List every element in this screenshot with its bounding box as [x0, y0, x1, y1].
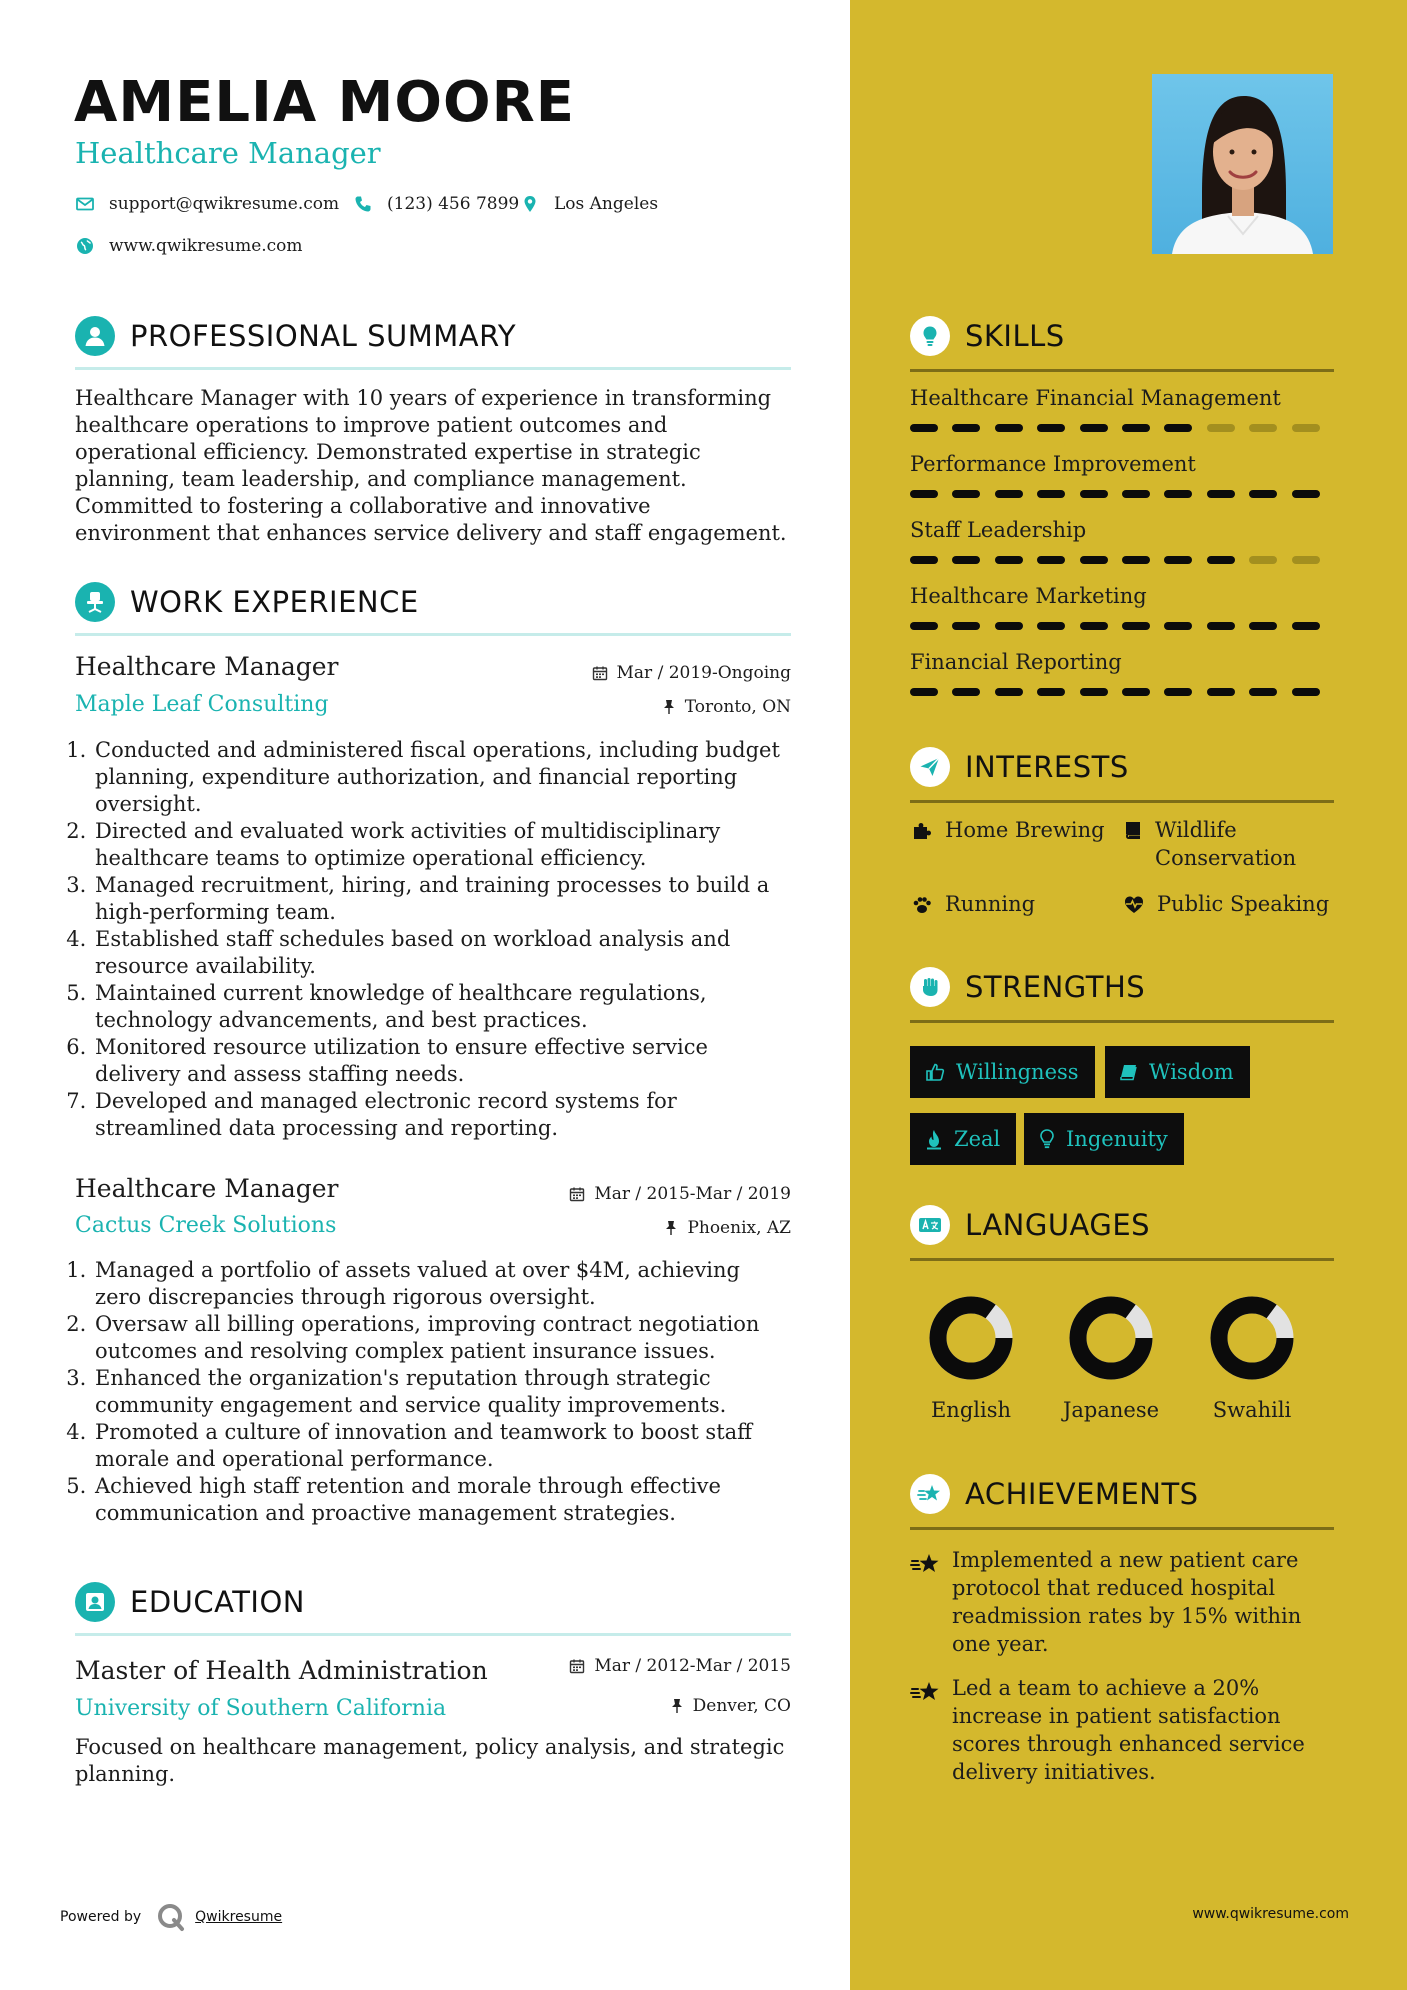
education-description: Focused on healthcare management, policy analysis, and strategic planning.	[75, 1735, 785, 1786]
job-title: Healthcare Manager	[75, 1174, 339, 1203]
job-location	[664, 1218, 791, 1238]
office-chair-icon	[75, 582, 115, 622]
job-company: Maple Leaf Consulting	[75, 692, 329, 717]
job-dates	[569, 1184, 791, 1204]
job-bullet: 7. Developed and managed electronic record systems for streamlined data processing and reporting.	[93, 1088, 791, 1142]
shooting-star-icon	[910, 1680, 942, 1704]
skill-dash-filled	[1164, 424, 1192, 432]
skill-dash-empty	[1249, 556, 1277, 564]
raised-fist-icon	[910, 967, 950, 1007]
achievements-section-header	[910, 1472, 1334, 1530]
thumbs-up-icon	[924, 1061, 946, 1083]
interests-section-header	[910, 745, 1334, 803]
skill-item	[910, 386, 1334, 452]
strength-tag	[910, 1113, 1016, 1165]
education-school: University of Southern California	[75, 1696, 447, 1721]
interest-label: Running	[945, 892, 1036, 916]
skill-dash-filled	[952, 424, 980, 432]
skill-dash-filled	[1249, 490, 1277, 498]
skill-item	[910, 650, 1334, 716]
skill-level-bar	[910, 622, 1334, 632]
globe-icon	[75, 236, 95, 256]
language-level-ring	[928, 1295, 1014, 1381]
achievement-item	[910, 1546, 1340, 1658]
shooting-star-icon	[910, 1474, 950, 1514]
interest-item	[1123, 816, 1323, 872]
skill-dash-filled	[910, 490, 938, 498]
skill-dash-filled	[1164, 688, 1192, 696]
paw-icon	[911, 894, 933, 916]
skill-dash-filled	[1037, 688, 1065, 696]
job-bullet: 2. Directed and evaluated work activities of multidisciplinary healthcare teams to optimize operational efficiency.	[93, 818, 791, 872]
skill-item	[910, 518, 1334, 584]
skill-dash-filled	[1164, 622, 1192, 630]
job-dates-text: Mar / 2019-Ongoing	[616, 663, 791, 683]
contact-email-text: support@qwikresume.com	[109, 194, 340, 214]
qwikresume-logo-icon	[155, 1901, 187, 1933]
job-company: Cactus Creek Solutions	[75, 1213, 337, 1238]
skill-dash-filled	[1080, 688, 1108, 696]
skill-dash-filled	[1207, 622, 1235, 630]
lightbulb-icon	[1038, 1128, 1056, 1150]
skill-dash-filled	[1080, 622, 1108, 630]
book-icon	[1123, 820, 1143, 840]
job-bullets	[75, 737, 791, 1142]
strength-tag	[910, 1046, 1095, 1098]
calendar-icon	[569, 1658, 585, 1674]
footer-website[interactable]: www.qwikresume.com	[1192, 1906, 1349, 1922]
education-dates-text: Mar / 2012-Mar / 2015	[594, 1656, 791, 1676]
language-level-ring	[1068, 1295, 1154, 1381]
skill-dash-filled	[1207, 688, 1235, 696]
pushpin-icon	[662, 699, 676, 715]
job-bullet: 1. Conducted and administered fiscal operations, including budget planning, expenditure authorization, and financial reporting oversight.	[93, 737, 791, 818]
achievements-heading: ACHIEVEMENTS	[965, 1477, 1199, 1511]
calendar-icon	[569, 1186, 585, 1202]
heartbeat-icon	[1123, 894, 1145, 916]
skill-dash-filled	[1037, 556, 1065, 564]
strength-label: Willingness	[956, 1060, 1079, 1084]
job-bullet: 3. Enhanced the organization's reputation through strategic community engagement and service quality improvements.	[93, 1365, 791, 1419]
skill-dash-filled	[1122, 424, 1150, 432]
skill-dash-filled	[952, 490, 980, 498]
strengths-section-header	[910, 965, 1334, 1023]
skill-dash-filled	[910, 556, 938, 564]
skills-section-header	[910, 314, 1334, 372]
job-location	[662, 697, 791, 717]
skills-heading: SKILLS	[965, 319, 1065, 353]
skill-dash-filled	[1207, 556, 1235, 564]
skill-dash-filled	[1080, 556, 1108, 564]
contact-phone-text: (123) 456 7899	[387, 194, 520, 214]
job-bullet: 1. Managed a portfolio of assets valued at over $4M, achieving zero discrepancies through rigorous oversight.	[93, 1257, 791, 1311]
powered-by	[60, 1901, 282, 1933]
skill-dash-filled	[995, 490, 1023, 498]
lightbulb-icon	[910, 316, 950, 356]
skill-dash-filled	[1037, 424, 1065, 432]
skill-dash-filled	[1292, 490, 1320, 498]
experience-heading: WORK EXPERIENCE	[130, 585, 419, 619]
strength-tag	[1105, 1046, 1250, 1098]
skill-item	[910, 452, 1334, 518]
skill-dash-filled	[1292, 622, 1320, 630]
job-bullets	[75, 1257, 791, 1527]
skill-dash-filled	[910, 622, 938, 630]
job-title: Healthcare Manager	[75, 652, 339, 681]
language-name: Swahili	[1212, 1398, 1292, 1422]
contact-phone[interactable]	[353, 194, 519, 214]
interest-label: Public Speaking	[1157, 892, 1330, 916]
skill-dash-filled	[1080, 490, 1108, 498]
skill-dash-filled	[1037, 622, 1065, 630]
language-name: English	[930, 1398, 1012, 1422]
shooting-star-icon	[910, 1552, 942, 1576]
skill-dash-filled	[1249, 688, 1277, 696]
languages-heading: LANGUAGES	[965, 1208, 1151, 1242]
education-section-header	[75, 1580, 791, 1636]
job-bullet: 4. Promoted a culture of innovation and teamwork to boost staff morale and operational performance.	[93, 1419, 791, 1473]
skill-dash-filled	[995, 556, 1023, 564]
powered-by-label: Powered by	[60, 1909, 142, 1925]
skill-dash-filled	[1122, 688, 1150, 696]
skill-dash-empty	[1207, 424, 1235, 432]
education-location-text: Denver, CO	[692, 1696, 791, 1716]
education-heading: EDUCATION	[130, 1585, 306, 1619]
strength-label: Ingenuity	[1066, 1127, 1168, 1151]
job-bullet: 4. Established staff schedules based on workload analysis and resource availability.	[93, 926, 791, 980]
skill-dash-filled	[1164, 490, 1192, 498]
candidate-title: Healthcare Manager	[75, 136, 381, 170]
skill-dash-filled	[995, 688, 1023, 696]
skill-dash-filled	[1080, 424, 1108, 432]
contact-email[interactable]	[75, 194, 339, 214]
skill-dash-filled	[1207, 490, 1235, 498]
interests-heading: INTERESTS	[965, 750, 1129, 784]
profile-photo	[1152, 74, 1333, 254]
envelope-icon	[75, 194, 95, 214]
skill-dash-filled	[995, 622, 1023, 630]
skill-dash-filled	[910, 688, 938, 696]
achievement-text: Led a team to achieve a 20% increase in patient satisfaction scores through enhanced service delivery initiatives.	[952, 1676, 1305, 1784]
skill-dash-empty	[1249, 424, 1277, 432]
skill-dash-filled	[1122, 556, 1150, 564]
skill-name: Performance Improvement	[910, 452, 1196, 476]
achievement-text: Implemented a new patient care protocol that reduced hospital readmission rates by 15% within one year.	[952, 1548, 1302, 1656]
skill-dash-filled	[952, 622, 980, 630]
user-icon	[75, 316, 115, 356]
skill-level-bar	[910, 424, 1334, 434]
skill-name: Financial Reporting	[910, 650, 1122, 674]
contact-location	[520, 194, 658, 214]
interest-item	[911, 816, 1105, 844]
interest-item	[1123, 890, 1329, 918]
graduate-icon	[75, 1582, 115, 1622]
puzzle-icon	[911, 820, 933, 842]
job-bullet: 3. Managed recruitment, hiring, and training processes to build a high-performing team.	[93, 872, 791, 926]
candidate-name: AMELIA MOORE	[74, 70, 575, 135]
skill-dash-filled	[1122, 622, 1150, 630]
strength-label: Wisdom	[1149, 1060, 1234, 1084]
skill-dash-empty	[1292, 424, 1320, 432]
pushpin-icon	[670, 1698, 684, 1714]
skill-name: Healthcare Financial Management	[910, 386, 1281, 410]
interest-label: Home Brewing	[945, 818, 1105, 842]
job-bullet: 5. Maintained current knowledge of healthcare regulations, technology advancements, and best practices.	[93, 980, 791, 1034]
skill-name: Staff Leadership	[910, 518, 1087, 542]
contact-website-text: www.qwikresume.com	[109, 236, 303, 256]
languages-section-header	[910, 1203, 1334, 1261]
language-level-ring	[1209, 1295, 1295, 1381]
skill-dash-filled	[952, 688, 980, 696]
skill-dash-filled	[1292, 688, 1320, 696]
language-name: Japanese	[1062, 1398, 1160, 1422]
book-icon	[1119, 1062, 1139, 1082]
experience-section-header	[75, 580, 791, 636]
summary-text: Healthcare Manager with 10 years of experience in transforming healthcare operations to improve patient outcomes and operational efficiency. Demonstrated expertise in strategic planning, team leadership, and compliance management. Committed to fostering a collaborative and innovative environment that enhances service delivery and staff engagement.	[75, 386, 787, 545]
map-pin-icon	[520, 194, 540, 214]
skill-name: Healthcare Marketing	[910, 584, 1147, 608]
job-bullet: 5. Achieved high staff retention and morale through effective communication and proactive management strategies.	[93, 1473, 791, 1527]
skill-dash-filled	[952, 556, 980, 564]
strengths-heading: STRENGTHS	[965, 970, 1146, 1004]
skill-dash-filled	[995, 424, 1023, 432]
paper-plane-icon	[910, 747, 950, 787]
skill-item	[910, 584, 1334, 650]
translate-icon	[910, 1205, 950, 1245]
education-location	[670, 1696, 791, 1716]
job-location-text: Phoenix, AZ	[687, 1218, 791, 1238]
pushpin-icon	[664, 1220, 678, 1236]
job-dates-text: Mar / 2015-Mar / 2019	[594, 1184, 791, 1204]
skill-dash-filled	[1037, 490, 1065, 498]
interest-item	[911, 890, 1035, 918]
skill-level-bar	[910, 490, 1334, 500]
contact-website[interactable]	[75, 236, 303, 256]
job-bullet: 6. Monitored resource utilization to ensure effective service delivery and assess staffing needs.	[93, 1034, 791, 1088]
skill-level-bar	[910, 556, 1334, 566]
calendar-icon	[592, 665, 608, 681]
skill-dash-empty	[1292, 556, 1320, 564]
summary-heading: PROFESSIONAL SUMMARY	[130, 319, 517, 353]
skill-dash-filled	[910, 424, 938, 432]
achievement-item	[910, 1674, 1340, 1786]
phone-icon	[353, 194, 373, 214]
qwikresume-link[interactable]: Qwikresume	[195, 1909, 283, 1925]
education-dates	[569, 1656, 791, 1676]
contact-location-text: Los Angeles	[554, 194, 659, 214]
strength-label: Zeal	[954, 1127, 1001, 1151]
strength-tag	[1024, 1113, 1184, 1165]
summary-section-header	[75, 314, 791, 370]
education-degree: Master of Health Administration	[75, 1656, 488, 1685]
interest-label: Wildlife Conservation	[1155, 818, 1297, 870]
job-bullet: 2. Oversaw all billing operations, improving contract negotiation outcomes and resolving complex patient insurance issues.	[93, 1311, 791, 1365]
job-dates	[592, 663, 791, 683]
fire-icon	[924, 1128, 944, 1150]
skill-dash-filled	[1164, 556, 1192, 564]
skill-dash-filled	[1122, 490, 1150, 498]
skill-level-bar	[910, 688, 1334, 698]
skill-dash-filled	[1249, 622, 1277, 630]
job-location-text: Toronto, ON	[684, 697, 791, 717]
profile-photo-illustration	[1152, 74, 1333, 254]
